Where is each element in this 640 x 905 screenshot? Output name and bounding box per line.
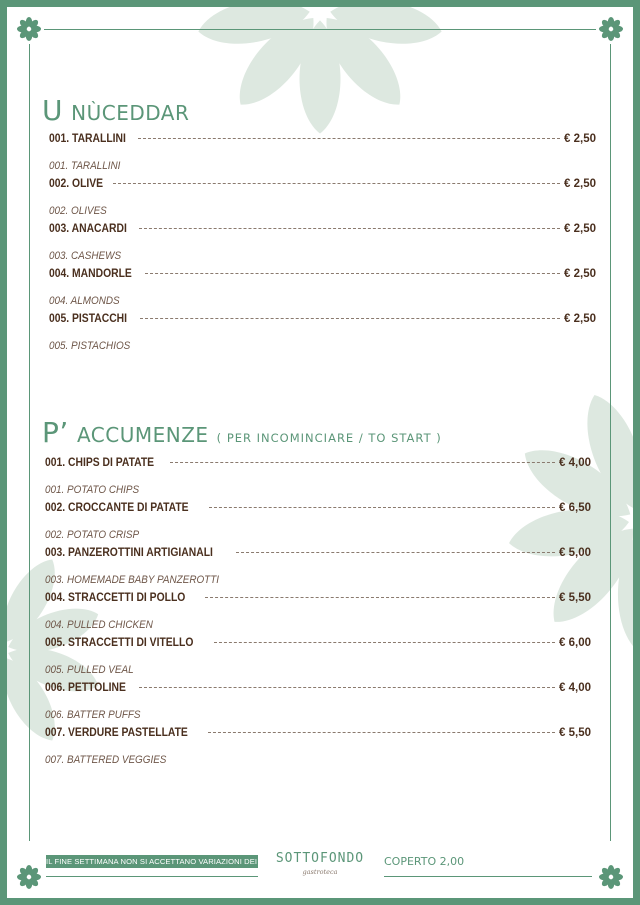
menu-item-translation: 004. ALMONDS (49, 295, 120, 307)
section-title-nuceddar (42, 94, 189, 127)
menu-item-price: € 5,50 (559, 727, 591, 739)
menu-item-price: € 2,50 (564, 268, 596, 280)
section-title-initial: U (42, 94, 63, 127)
section-title-text: ACCUMENZE (76, 423, 209, 447)
menu-item-price: € 2,50 (564, 133, 596, 145)
menu-item (49, 223, 596, 268)
menu-item-row (45, 727, 591, 749)
dotted-leader (113, 183, 560, 184)
menu-item-row (45, 592, 591, 614)
menu-item-translation: 006. BATTER PUFFS (45, 709, 141, 721)
menu-item-name: 002. CROCCANTE DI PATATE (45, 502, 189, 514)
menu-item-translation: 005. PISTACHIOS (49, 340, 131, 352)
flower-icon (16, 16, 42, 42)
menu-item-name: 005. STRACCETTI DI VITELLO (45, 637, 194, 649)
menu-item (45, 457, 591, 502)
footer-rule-left (46, 876, 258, 877)
section-title-accumenze (42, 416, 442, 449)
menu-item-name: 001. TARALLINI (49, 133, 126, 145)
menu-item-name: 001. CHIPS DI PATATE (45, 457, 155, 469)
dotted-leader (139, 687, 555, 688)
menu-item (45, 727, 591, 772)
brand-logo: SOTTOFONDO (275, 851, 365, 866)
menu-item (49, 133, 596, 178)
dotted-leader (170, 462, 555, 463)
top-rule (44, 29, 596, 30)
dotted-leader (209, 507, 555, 508)
menu-item (49, 178, 596, 223)
menu-item-name: 007. VERDURE PASTELLATE (45, 727, 188, 739)
dotted-leader (236, 552, 555, 553)
dotted-leader (145, 273, 560, 274)
menu-item-name: 005. PISTACCHI (49, 313, 128, 325)
flower-icon (598, 864, 624, 890)
menu-list-nuceddar (49, 133, 596, 358)
menu-item-name: 004. MANDORLE (49, 268, 132, 280)
menu-item-price: € 2,50 (564, 178, 596, 190)
menu-item-translation: 003. CASHEWS (49, 250, 122, 262)
menu-item-translation: 002. OLIVES (49, 205, 107, 217)
menu-item (45, 637, 591, 682)
menu-item (49, 313, 596, 358)
section-title-text: NÙCEDDAR (71, 101, 190, 125)
cover-charge: COPERTO 2,00 (384, 855, 465, 868)
menu-item-row (45, 547, 591, 569)
menu-item-row (45, 682, 591, 704)
menu-item-price: € 2,50 (564, 223, 596, 235)
menu-item (45, 502, 591, 547)
menu-item-price: € 5,00 (559, 547, 591, 559)
menu-item-row (45, 502, 591, 524)
menu-item-translation: 001. POTATO CHIPS (45, 484, 140, 496)
menu-item-name: 003. PANZEROTTINI ARTIGIANALI (45, 547, 213, 559)
menu-item-price: € 5,50 (559, 592, 591, 604)
menu-item-price: € 4,00 (559, 682, 591, 694)
brand-tagline: gastroteca (302, 868, 338, 876)
menu-item-translation: 005. PULLED VEAL (45, 664, 134, 676)
dotted-leader (214, 642, 555, 643)
menu-item (45, 547, 591, 592)
menu-item-row (49, 268, 596, 290)
menu-item-translation: 004. PULLED CHICKEN (45, 619, 153, 631)
dotted-leader (208, 732, 555, 733)
menu-item-translation: 001. TARALLINI (49, 160, 121, 172)
menu-item-price: € 6,50 (559, 502, 591, 514)
menu-item-name: 004. STRACCETTI DI POLLO (45, 592, 186, 604)
left-rule (29, 44, 30, 841)
menu-item-row (45, 637, 591, 659)
right-rule (610, 44, 611, 841)
section-subtitle: ( PER INCOMINCIARE / TO START ) (216, 431, 442, 445)
section-title-initial: P’ (42, 416, 69, 449)
dotted-leader (205, 597, 555, 598)
menu-item-row (49, 313, 596, 335)
menu-item (45, 682, 591, 727)
menu-item-price: € 2,50 (564, 313, 596, 325)
menu-item (49, 268, 596, 313)
dotted-leader (138, 138, 560, 139)
dotted-leader (140, 318, 560, 319)
flower-icon (598, 16, 624, 42)
footer-rule-right (384, 876, 592, 877)
menu-item-price: € 6,00 (559, 637, 591, 649)
menu-item-row (49, 178, 596, 200)
menu-item-translation: 003. HOMEMADE BABY PANZEROTTI (45, 574, 220, 586)
menu-item-name: 002. OLIVE (49, 178, 104, 190)
menu-item-translation: 002. POTATO CRISP (45, 529, 140, 541)
menu-list-accumenze (45, 457, 591, 772)
menu-item-row (45, 457, 591, 479)
flower-icon (16, 864, 42, 890)
weekend-notice: IL FINE SETTIMANA NON SI ACCETTANO VARIAZIONI DEI PIATTI (46, 857, 283, 866)
menu-item-row (49, 133, 596, 155)
dotted-leader (139, 228, 560, 229)
menu-item-name: 006. PETTOLINE (45, 682, 126, 694)
menu-item-translation: 007. BATTERED VEGGIES (45, 754, 167, 766)
menu-item-price: € 4,00 (559, 457, 591, 469)
menu-item-name: 003. ANACARDI (49, 223, 127, 235)
menu-item-row (49, 223, 596, 245)
menu-item (45, 592, 591, 637)
